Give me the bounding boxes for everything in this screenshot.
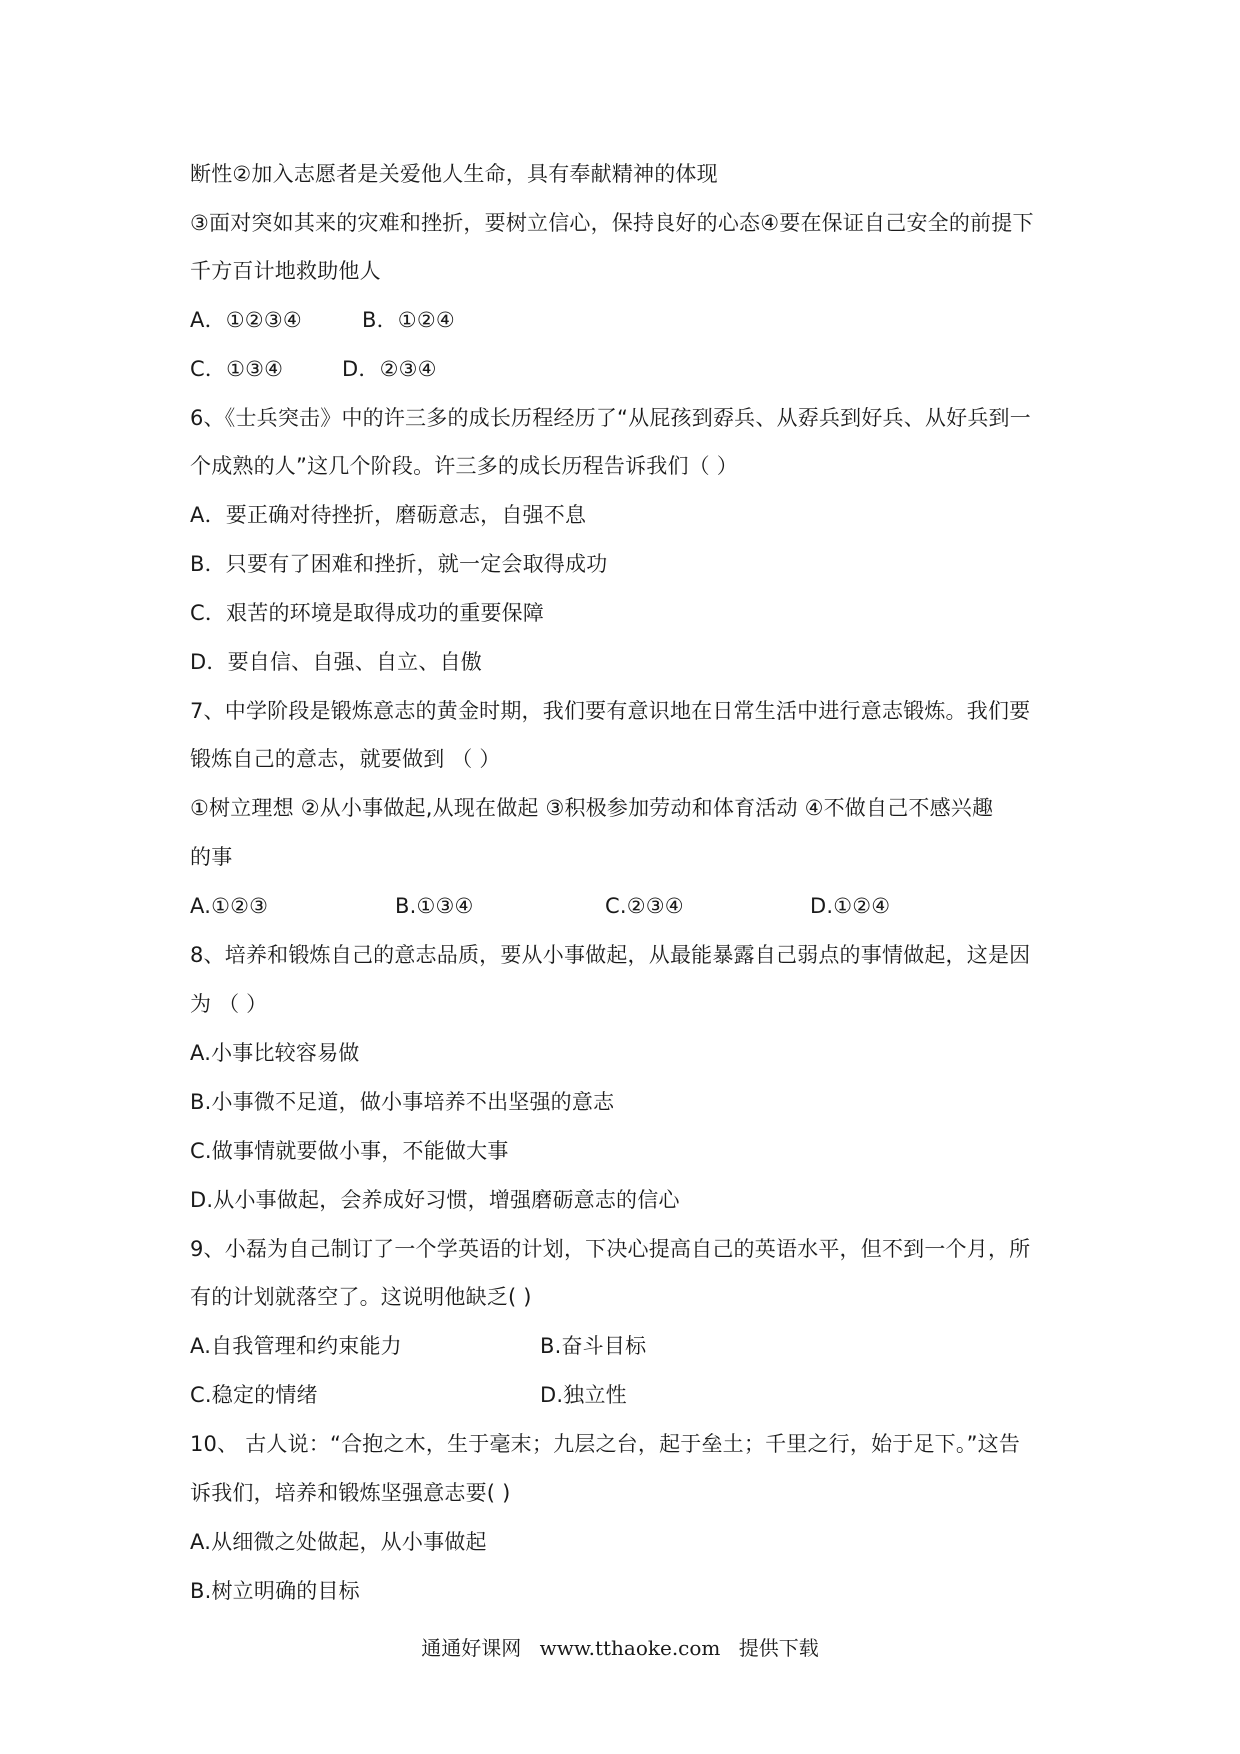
q7-statements-line-2: 的事 — [190, 845, 233, 869]
q5-option-a: A．①②③④ — [190, 308, 302, 332]
q7-stem-line-1: 7、中学阶段是锻炼意志的黄金时期，我们要有意识地在日常生活中进行意志锻炼。我们要 — [190, 699, 1031, 723]
q6-option-c: C．艰苦的环境是取得成功的重要保障 — [190, 601, 545, 625]
q9-stem-line-1: 9、小磊为自己制订了一个学英语的计划，下决心提高自己的英语水平，但不到一个月，所 — [190, 1237, 1031, 1261]
q7-option-c: C.②③④ — [605, 894, 684, 918]
q8-stem-line-2: 为 （ ） — [190, 992, 268, 1016]
q10-option-a: A.从细微之处做起，从小事做起 — [190, 1530, 487, 1554]
q8-stem-line-1: 8、培养和锻炼自己的意志品质，要从小事做起，从最能暴露自己弱点的事情做起，这是因 — [190, 943, 1031, 967]
q9-option-d: D.独立性 — [540, 1383, 627, 1407]
q10-stem-line-1: 10、 古人说：“合抱之木，生于毫末；九层之台，起于垒土；千里之行，始于足下。”这告 — [190, 1432, 1021, 1456]
q10-option-b: B.树立明确的目标 — [190, 1579, 360, 1603]
q5-option-c: C．①③④ — [190, 357, 284, 381]
q8-option-d: D.从小事做起，会养成好习惯，增强磨砺意志的信心 — [190, 1188, 680, 1212]
q6-stem-line-2: 个成熟的人”这几个阶段。许三多的成长历程告诉我们（ ） — [190, 454, 738, 478]
q7-option-b: B.①③④ — [395, 894, 474, 918]
page-footer — [0, 1634, 1240, 1662]
q7-stem-line-2: 锻炼自己的意志，就要做到 （ ） — [190, 747, 501, 771]
q9-stem-line-2: 有的计划就落空了。这说明他缺乏( ) — [190, 1285, 532, 1309]
q9-option-c: C.稳定的情绪 — [190, 1383, 318, 1407]
q5-option-b: B．①②④ — [362, 308, 455, 332]
q9-option-b: B.奋斗目标 — [540, 1334, 647, 1358]
q6-option-d: D．要自信、自强、自立、自傲 — [190, 650, 482, 674]
footer-note: 提供下载 — [738, 1636, 819, 1660]
q8-option-c: C.做事情就要做小事，不能做大事 — [190, 1139, 509, 1163]
q8-option-b: B.小事微不足道，做小事培养不出坚强的意志 — [190, 1090, 615, 1114]
q7-statements-line-1: ①树立理想 ②从小事做起,从现在做起 ③积极参加劳动和体育活动 ④不做自己不感兴趣 — [190, 796, 994, 820]
footer-url-link[interactable]: www.tthaoke.com — [539, 1636, 721, 1660]
q5-text-line-4: ③面对突如其来的灾难和挫折，要树立信心，保持良好的心态④要在保证自己安全的前提下 — [190, 211, 1034, 235]
q10-stem-line-2: 诉我们，培养和锻炼坚强意志要( ) — [190, 1481, 511, 1505]
q8-option-a: A.小事比较容易做 — [190, 1041, 360, 1065]
q5-option-d: D．②③④ — [342, 357, 437, 381]
q6-stem-line-1: 6、《士兵突击》中的许三多的成长历程经历了“从屁孩到孬兵、从孬兵到好兵、从好兵到一 — [190, 406, 1031, 430]
footer-site-name: 通通好课网 — [421, 1636, 522, 1660]
q5-text-line-5: 千方百计地救助他人 — [190, 259, 381, 283]
q6-option-a: A．要正确对待挫折，磨砺意志，自强不息 — [190, 503, 587, 527]
q7-option-d: D.①②④ — [810, 894, 891, 918]
q7-option-a: A.①②③ — [190, 894, 269, 918]
q9-option-a: A.自我管理和约束能力 — [190, 1334, 402, 1358]
q6-option-b: B．只要有了困难和挫折，就一定会取得成功 — [190, 552, 608, 576]
q5-text-line-3: 断性②加入志愿者是关爱他人生命，具有奉献精神的体现 — [190, 162, 718, 186]
